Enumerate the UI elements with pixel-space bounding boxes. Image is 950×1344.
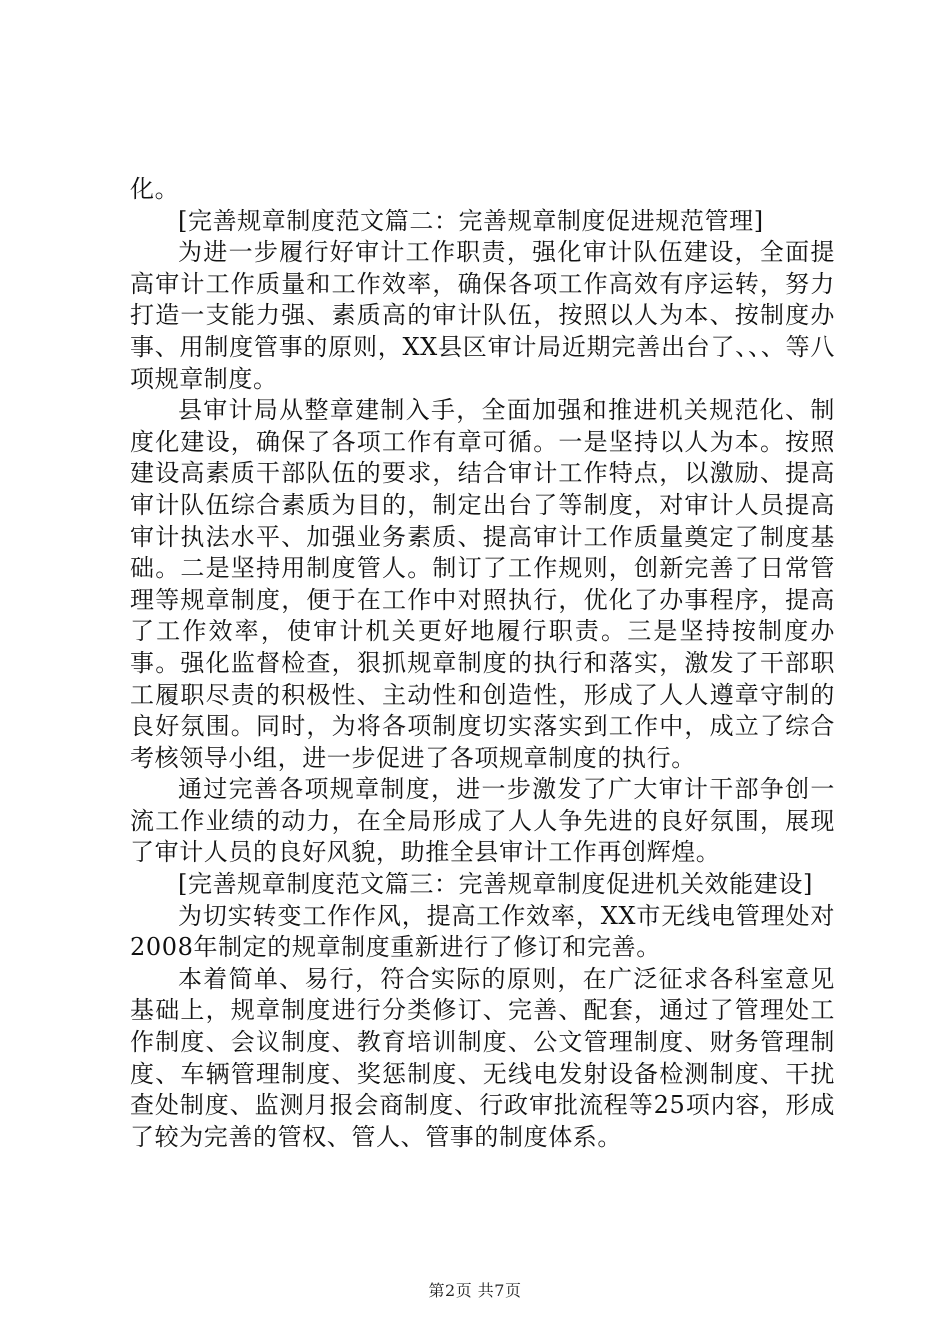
section-heading-article-three: [完善规章制度范文篇三：完善规章制度促进机关效能建设] (178, 870, 813, 899)
paragraph: 县审计局从整章建制入手，全面加强和推进机关规范化、制度化建设，确保了各项工作有章可循。一是坚持以人为本。按照建设高素质干部队伍的要求，结合审计工作特点，以激励、提高审计队伍综合素质为目的，制定出台了等制度，对审计人员提高审计执法水平、加强业务素质、提高审计工作质量奠定了制度基础。二是坚持用制度管人。制订了工作规则，创新完善了日常管理等规章制度，便于在工作中对照执行，优化了办事程序，提高了工作效率，使审计机关更好地履行职责。三是坚持按制度办事。强化监督检查，狠抓规章制度的执行和落实，激发了干部职工履职尽责的积极性、主动性和创造性，形成了人人遵章守制的良好氛围。同时，为将各项制度切实落实到工作中，成立了综合考核领导小组，进一步促进了各项规章制度的执行。 (130, 396, 835, 772)
section-heading-article-two: [完善规章制度范文篇二：完善规章制度促进规范管理] (178, 206, 764, 235)
paragraph: 通过完善各项规章制度，进一步激发了广大审计干部争创一流工作业绩的动力，在全局形成了人人争先进的良好氛围，展现了审计人员的良好风貌，助推全县审计工作再创辉煌。 (130, 775, 835, 867)
document-body (130, 174, 835, 1153)
page-number-footer: 第2页 共7页 (428, 1281, 522, 1300)
paragraph: 为进一步履行好审计工作职责，强化审计队伍建设，全面提高审计工作质量和工作效率，确保各项工作高效有序运转，努力打造一支能力强、素质高的审计队伍，按照以人为本、按制度办事、用制度管事的原则，XX县区审计局近期完善出台了、、、等八项规章制度。 (130, 238, 835, 393)
paragraph: 为切实转变工作作风，提高工作效率，XX市无线电管理处对2008年制定的规章制度重新进行了修订和完善。 (130, 901, 835, 962)
paragraph-continuation: 化。 (130, 175, 180, 203)
paragraph: 本着简单、易行，符合实际的原则，在广泛征求各科室意见基础上，规章制度进行分类修订、完善、配套，通过了管理处工作制度、会议制度、教育培训制度、公文管理制度、财务管理制度、车辆管理制度、奖惩制度、无线电发射设备检测制度、干扰查处制度、监测月报会商制度、行政审批流程等25项内容，形成了较为完善的管权、管人、管事的制度体系。 (130, 964, 835, 1151)
